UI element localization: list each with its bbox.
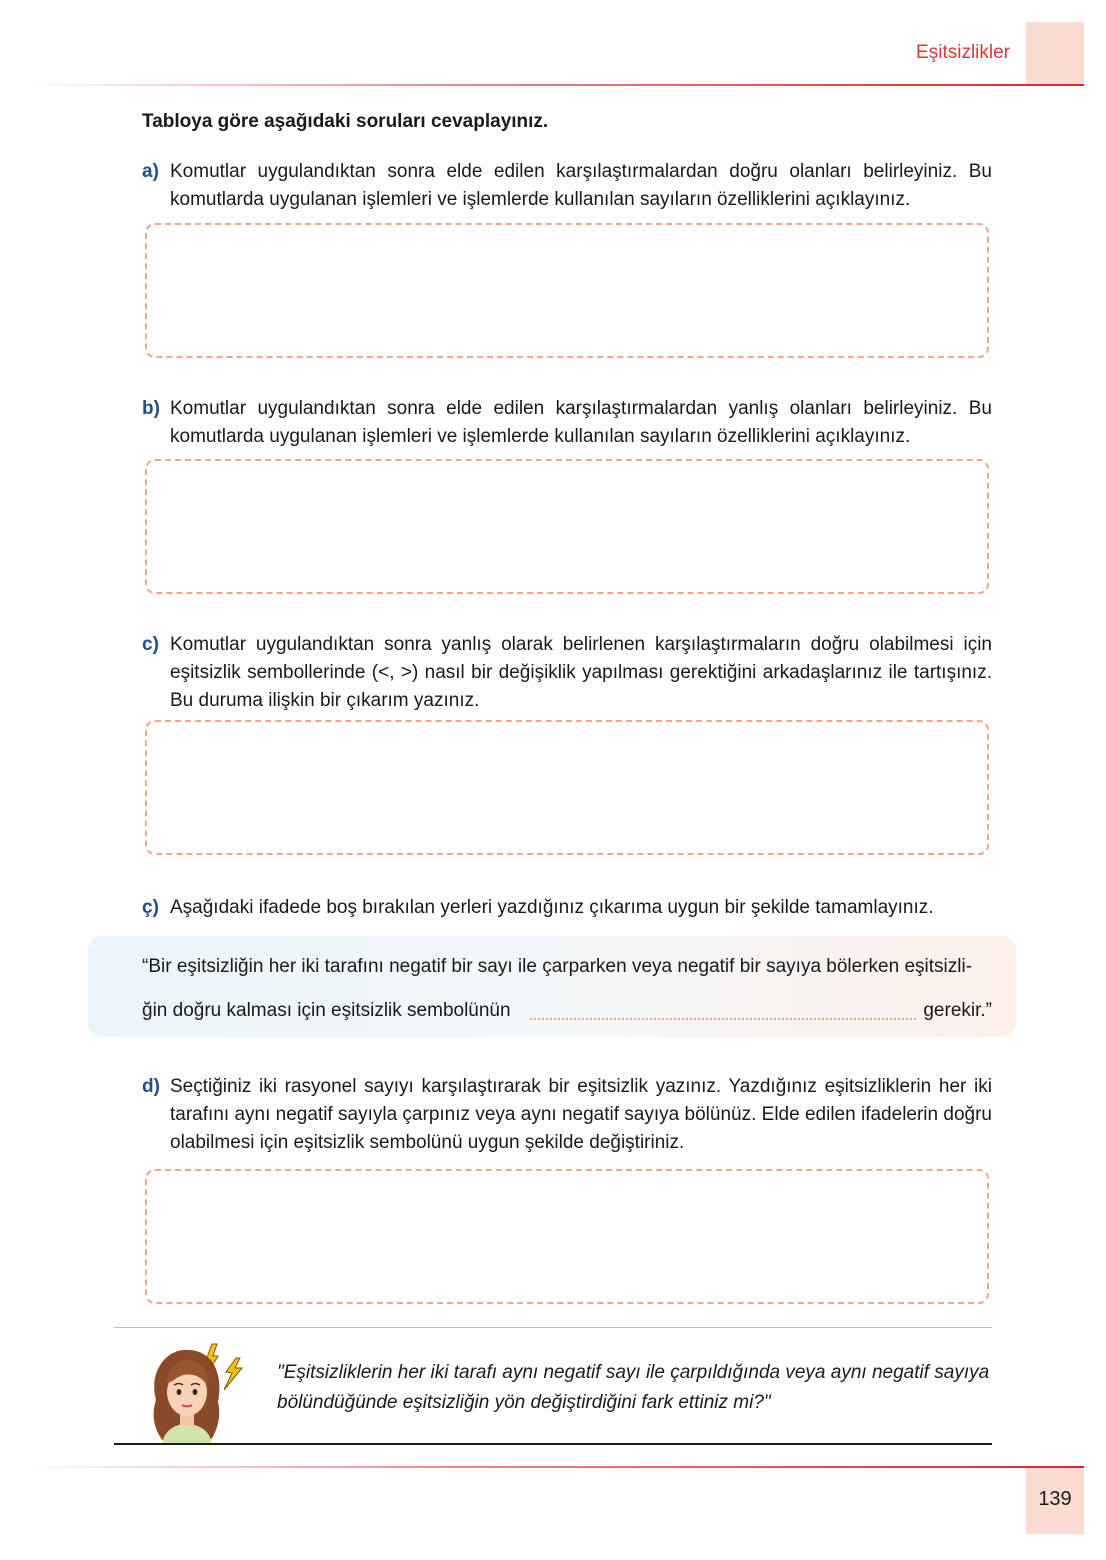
question-label: a) <box>142 161 159 182</box>
footer-divider <box>20 1466 1084 1468</box>
section-divider-bottom <box>114 1443 992 1445</box>
question-a <box>142 158 992 214</box>
answer-box-d[interactable] <box>145 1169 989 1304</box>
question-text: Komutlar uygulandıktan sonra yanlış olarak belirlenen karşılaştırmaların doğru olabilmesi için eşitsizlik sembollerinde (<, >) nasıl bir değişiklik yapılması gerektiğini arkadaşlarınız ile tartışınız. Bu duruma ilişkin bir çıkarım yazınız. <box>170 634 992 711</box>
thinking-girl-icon <box>138 1340 248 1446</box>
answer-box-b[interactable] <box>145 459 989 594</box>
header-divider <box>20 84 1084 86</box>
question-label: d) <box>142 1076 160 1097</box>
question-label: c) <box>142 634 159 655</box>
chapter-title: Eşitsizlikler <box>916 42 1010 63</box>
question-d <box>142 1073 992 1157</box>
question-text: Komutlar uygulandıktan sonra elde edilen karşılaştırmalardan doğru olanları belirleyiniz. Bu komutlarda uygulanan işlemleri ve işlemlerde kullanılan sayıların özelliklerini açıklayınız. <box>170 161 992 210</box>
answer-box-c[interactable] <box>145 720 989 855</box>
thought-text: "Eşitsizliklerin her iki tarafı aynı negatif sayı ile çarpıldığında veya aynı negatif sayıya bölündüğünde eşitsizliğin yön değiştirdiğini fark ettiniz mi?" <box>277 1362 990 1413</box>
question-text: Seçtiğiniz iki rasyonel sayıyı karşılaştırarak bir eşitsizlik yazınız. Yazdığınız eşitsizliklerin her iki tarafını aynı negatif sayıyla çarpınız veya aynı negatif sayıya bölünüz. Elde edilen ifadelerin doğru olabilmesi için eşitsizlik sembolünü uygun şekilde değiştiriniz. <box>170 1076 992 1153</box>
quote-line-2-end: gerekir.” <box>923 1000 992 1021</box>
question-text: Aşağıdaki ifadede boş bırakılan yerleri yazdığınız çıkarıma uygun bir şekilde tamamlayınız. <box>170 897 934 918</box>
header-tab <box>1026 22 1084 84</box>
question-text: Komutlar uygulandıktan sonra elde edilen karşılaştırmalardan yanlış olanları belirleyiniz. Bu komutlarda uygulanan işlemleri ve işlemlerde kullanılan sayıların özelliklerini açıklayınız. <box>170 398 992 447</box>
question-label: ç) <box>142 897 159 918</box>
section-divider-top <box>114 1327 992 1328</box>
question-c-cedilla <box>142 894 992 922</box>
question-c <box>142 631 992 715</box>
page-number: 139 <box>1038 1488 1072 1510</box>
question-label: b) <box>142 398 160 419</box>
answer-box-a[interactable] <box>145 223 989 358</box>
intro-instruction: Tabloya göre aşağıdaki soruları cevaplayınız. <box>142 111 549 132</box>
quote-line-1: “Bir eşitsizliğin her iki tarafını negatif bir sayı ile çarparken veya negatif bir sayıya bölerken eşitsizli- <box>142 956 973 977</box>
fill-in-blank[interactable] <box>530 1018 916 1020</box>
question-b <box>142 395 992 451</box>
quote-line-2-start: ğin doğru kalması için eşitsizlik sembolünün <box>142 1000 511 1021</box>
